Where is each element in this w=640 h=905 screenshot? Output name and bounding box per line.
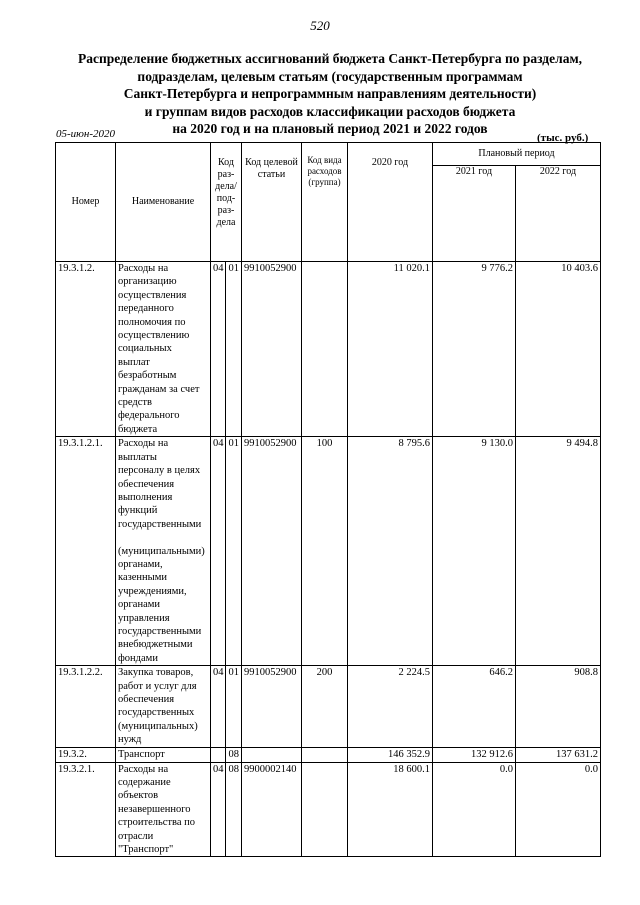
row-subsection: 01 [226, 437, 242, 666]
row-section: 04 [211, 437, 226, 666]
title-line: и группам видов расходов классификации расходов бюджета [144, 103, 516, 119]
row-target: 9910052900 [242, 666, 302, 747]
row-number: 19.3.1.2.2. [56, 666, 116, 747]
row-subsection: 08 [226, 747, 242, 762]
row-expense-type [302, 262, 348, 437]
title-line: на 2020 год и на плановый период 2021 и 2022 годов [172, 121, 488, 136]
row-value-2021: 646.2 [433, 666, 516, 747]
row-subsection: 01 [226, 262, 242, 437]
row-number: 19.3.1.2. [56, 262, 116, 437]
row-section: 04 [211, 762, 226, 857]
header-2022: 2022 год [516, 166, 601, 262]
row-value-2020: 18 600.1 [348, 762, 433, 857]
row-name: Расходы на содержание объектов незавершенного строительства по отрасли "Транспорт" [116, 762, 211, 857]
table-row [56, 762, 601, 857]
title-line: Распределение бюджетных ассигнований бюджета Санкт-Петербурга по разделам, [77, 51, 583, 66]
row-target: 9900002140 [242, 762, 302, 857]
row-value-2020: 8 795.6 [348, 437, 433, 666]
row-target: 9910052900 [242, 437, 302, 666]
header-number: Номер [56, 143, 116, 262]
row-expense-type [302, 762, 348, 857]
row-value-2021: 9 776.2 [433, 262, 516, 437]
header-2020: 2020 год [348, 143, 433, 262]
document-title [60, 50, 600, 138]
row-expense-type: 100 [302, 437, 348, 666]
document-date: 05-июн-2020 [56, 128, 116, 140]
row-section: 04 [211, 666, 226, 747]
header-expense-type: Код вида расходов (группа) [302, 143, 348, 262]
row-value-2022: 0.0 [516, 762, 601, 857]
row-value-2022: 10 403.6 [516, 262, 601, 437]
row-subsection: 08 [226, 762, 242, 857]
row-number: 19.3.2. [56, 747, 116, 762]
row-value-2022: 908.8 [516, 666, 601, 747]
row-expense-type [302, 747, 348, 762]
row-section: 04 [211, 262, 226, 437]
row-name: Транспорт [116, 747, 211, 762]
table-row [56, 437, 601, 666]
row-number: 19.3.1.2.1. [56, 437, 116, 666]
row-value-2022: 9 494.8 [516, 437, 601, 666]
table-row [56, 262, 601, 437]
table-row [56, 747, 601, 762]
row-value-2021: 0.0 [433, 762, 516, 857]
header-planned-period: Плановый период [433, 143, 601, 166]
units-label: (тыс. руб.) [537, 132, 589, 144]
header-2021: 2021 год [433, 166, 516, 262]
row-section [211, 747, 226, 762]
header-name: Наименование [116, 143, 211, 262]
title-line: Санкт-Петербурга и непрограммным направлениям деятельности) [123, 86, 537, 101]
row-name: Расходы на организацию осуществления переданного полномочия по осуществлению социальных выплат безработным гражданам за счет средств федерального бюджета [116, 262, 211, 437]
row-value-2021: 9 130.0 [433, 437, 516, 666]
row-value-2020: 11 020.1 [348, 262, 433, 437]
row-number: 19.3.2.1. [56, 762, 116, 857]
header-section: Код раз- дела/ под- раз- дела [211, 143, 242, 262]
row-subsection: 01 [226, 666, 242, 747]
row-value-2021: 132 912.6 [433, 747, 516, 762]
row-value-2020: 146 352.9 [348, 747, 433, 762]
row-value-2022: 137 631.2 [516, 747, 601, 762]
header-row [56, 143, 601, 166]
row-expense-type: 200 [302, 666, 348, 747]
row-target: 9910052900 [242, 262, 302, 437]
row-target [242, 747, 302, 762]
row-value-2020: 2 224.5 [348, 666, 433, 747]
title-line: подразделам, целевым статьям (государственным программам [137, 68, 523, 84]
table-row [56, 666, 601, 747]
budget-table [55, 142, 601, 857]
row-name: Закупка товаров, работ и услуг для обеспечения государственных (муниципальных) нужд [116, 666, 211, 747]
page-number: 520 [310, 18, 330, 33]
header-target: Код целевой статьи [242, 143, 302, 262]
row-name: Расходы на выплаты персоналу в целях обеспечения выполнения функций государственными (муниципальными) органами, казенными учреждениями, органами управления государственными внебюджетными фондами [116, 437, 211, 666]
